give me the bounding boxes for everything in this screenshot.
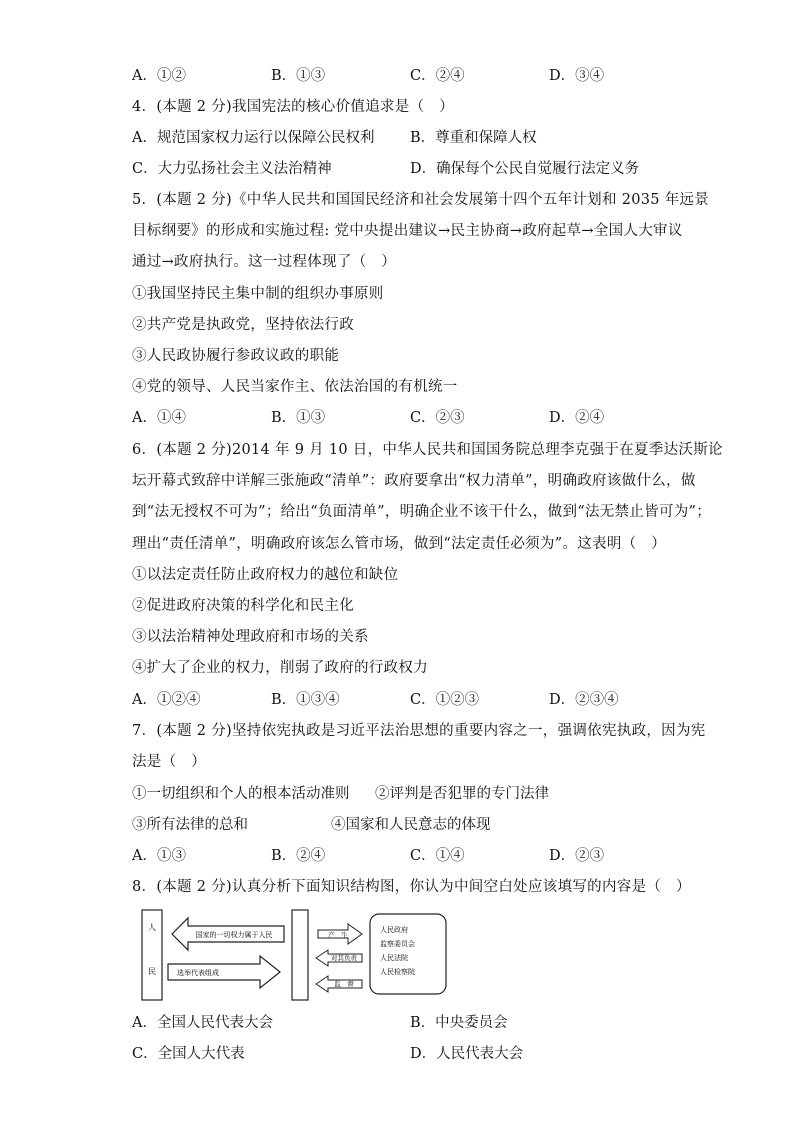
q8-option-d[interactable]: D．人民代表大会 (410, 1046, 524, 1062)
q6-stem-line3: 到“法无授权不可为”；给出“负面清单”，明确企业不该干什么，做到“法无禁止皆可为”； (132, 504, 712, 520)
q6-statement-4: ④扩大了企业的权力，削弱了政府的行政权力 (132, 660, 428, 676)
q4-option-c[interactable]: C．大力弘扬社会主义法治精神 (132, 161, 332, 177)
q7-option-b[interactable]: B．②④ (271, 848, 326, 864)
q8-stem: 8．(本题 2 分)认真分析下面知识结构图，你认为中间空白处应该填写的内容是（ ） (132, 879, 691, 895)
people-label-2: 民 (148, 967, 156, 976)
arrow-power-belongs-label: 国家的一切权力属于人民 (195, 931, 273, 939)
q6-stem-line2: 坛开幕式致辞中详解三张施政“清单”：政府要拿出“权力清单”，明确政府该做什么，做 (132, 473, 696, 489)
q7-statement-3: ③所有法律的总和 (132, 817, 248, 833)
q3-option-c[interactable]: C．②④ (410, 68, 465, 84)
q7-option-a[interactable]: A．①③ (132, 848, 186, 864)
q5-option-a[interactable]: A．①④ (132, 410, 186, 426)
q6-option-b[interactable]: B．①③④ (271, 692, 340, 708)
q5-option-b[interactable]: B．①③ (271, 410, 326, 426)
q8-option-a[interactable]: A．全国人民代表大会 (132, 1015, 273, 1031)
q6-stem-line4: 理出“责任清单”，明确政府该怎么管市场，做到“法定责任必须为”。这表明（ ） (132, 536, 667, 552)
q4-option-b[interactable]: B．尊重和保障人权 (410, 130, 537, 146)
q6-statement-1: ①以法定责任防止政府权力的越位和缺位 (132, 567, 399, 583)
q6-option-a[interactable]: A．①②④ (132, 692, 201, 708)
q5-statement-1: ①我国坚持民主集中制的组织办事原则 (132, 286, 384, 302)
q6-option-d[interactable]: D．②③④ (549, 692, 619, 708)
q5-stem-line2: 目标纲要》的形成和实施过程: 党中央提出建议→民主协商→政府起草→全国人大审议 (132, 223, 683, 239)
organ-government: 人民政府 (380, 926, 408, 934)
q5-statement-4: ④党的领导、人民当家作主、依法治国的有机统一 (132, 379, 458, 395)
q4-stem: 4．(本题 2 分)我国宪法的核心价值追求是（ ） (132, 99, 454, 115)
q3-option-a[interactable]: A．①② (132, 68, 186, 84)
arrow-supervise-label: 监 督 (334, 980, 354, 988)
q7-stem-line2: 法是（ ） (132, 754, 206, 770)
knowledge-structure-diagram (132, 908, 452, 1004)
q8-option-b[interactable]: B．中央委员会 (410, 1015, 508, 1031)
q5-statement-3: ③人民政协履行参政议政的职能 (132, 348, 340, 364)
q6-statement-2: ②促进政府决策的科学化和民主化 (132, 598, 354, 614)
arrow-produce-label: 产 生 (328, 931, 348, 939)
q7-option-d[interactable]: D．②③ (549, 848, 605, 864)
q7-stem-line1: 7．(本题 2 分)坚持依宪执政是习近平法治思想的重要内容之一，强调依宪执政，因为宪 (132, 723, 706, 739)
q6-option-c[interactable]: C．①②③ (410, 692, 480, 708)
organ-supervisory-commission: 监察委员会 (380, 940, 415, 948)
arrow-elect-reps-label: 选举代表组成 (177, 969, 219, 977)
q5-stem-line1: 5．(本题 2 分)《中华人民共和国国民经济和社会发展第十四个五年计划和 2035 年远景 (132, 192, 710, 208)
q7-statement-4: ④国家和人民意志的体现 (331, 817, 491, 833)
q5-option-c[interactable]: C．②③ (410, 410, 465, 426)
organ-procuratorate: 人民检察院 (380, 968, 415, 976)
q5-stem-line3: 通过→政府执行。这一过程体现了（ ） (132, 254, 397, 270)
q7-option-c[interactable]: C．①④ (410, 848, 465, 864)
organ-court: 人民法院 (380, 954, 408, 962)
q7-statement-2: ②评判是否犯罪的专门法律 (375, 786, 549, 802)
q3-option-b[interactable]: B．①③ (271, 68, 326, 84)
q5-statement-2: ②共产党是执政党，坚持依法行政 (132, 317, 354, 333)
q7-statement-1: ①一切组织和个人的根本活动准则 (132, 786, 350, 802)
q8-option-c[interactable]: C．全国人大代表 (132, 1046, 245, 1062)
q3-option-d[interactable]: D．③④ (549, 68, 605, 84)
q4-option-a[interactable]: A．规范国家权力运行以保障公民权利 (132, 130, 375, 146)
q5-option-d[interactable]: D．②④ (549, 410, 605, 426)
blank-box (292, 910, 308, 1000)
arrow-responsible-label: 对其负责 (331, 954, 357, 962)
q6-statement-3: ③以法治精神处理政府和市场的关系 (132, 629, 369, 645)
people-label-1: 人 (148, 923, 156, 932)
q4-option-d[interactable]: D．确保每个公民自觉履行法定义务 (410, 161, 640, 177)
q6-stem-line1: 6．(本题 2 分)2014 年 9 月 10 日，中华人民共和国国务院总理李克强于在夏季达沃斯论 (132, 442, 723, 458)
